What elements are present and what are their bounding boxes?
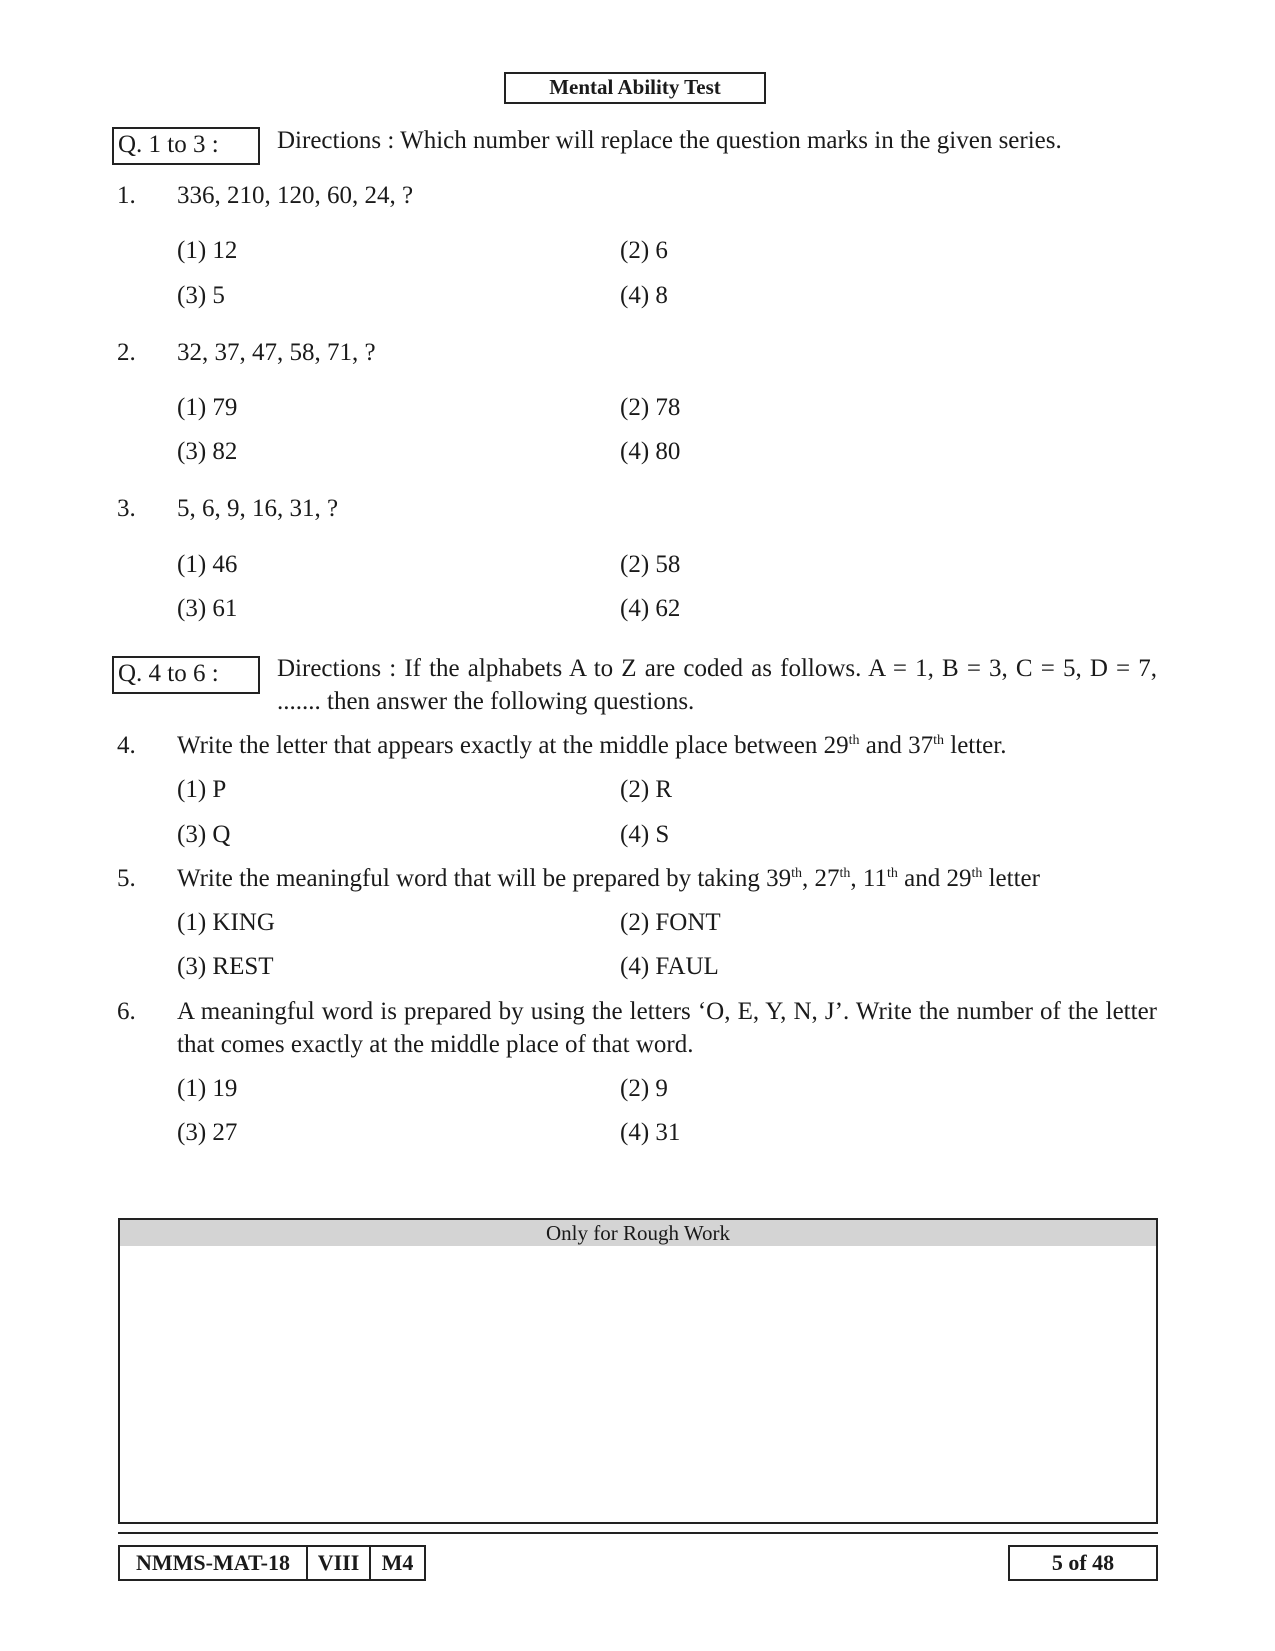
question-number: 5. (117, 865, 136, 892)
option: (4) 8 (620, 282, 668, 309)
question-number: 6. (117, 998, 136, 1025)
question-number: 3. (117, 495, 136, 522)
footer-paper-code: NMMS-MAT-18 (118, 1545, 308, 1581)
option: (3) Q (177, 821, 231, 848)
question-text-part: letter (982, 865, 1040, 892)
footer-page-number: 5 of 48 (1008, 1545, 1158, 1581)
option: (1) KING (177, 909, 275, 936)
option: (2) R (620, 776, 673, 803)
option: (2) FONT (620, 909, 721, 936)
option: (4) S (620, 821, 670, 848)
ordinal-suffix: th (839, 866, 851, 881)
question-text-part: , 11 (850, 865, 887, 892)
option: (4) 80 (620, 438, 681, 465)
option: (3) 82 (177, 438, 238, 465)
option: (1) P (177, 776, 227, 803)
ordinal-suffix: th (933, 733, 944, 748)
option: (1) 19 (177, 1075, 238, 1102)
question-text: A meaningful word is prepared by using the letters ‘O, E, Y, N, J’. Write the number of the letter that comes exactly at the middle place of that word. (177, 998, 1157, 1058)
rough-work-label: Only for Rough Work (120, 1220, 1156, 1246)
option: (2) 9 (620, 1075, 668, 1102)
footer-class: VIII (306, 1545, 371, 1581)
option: (2) 58 (620, 551, 681, 578)
question-text-part: letter. (944, 732, 1007, 759)
question-text-part: , 27 (801, 865, 840, 892)
question-number: 1. (117, 182, 136, 209)
option: (3) REST (177, 953, 274, 980)
question-text-part: and 29 (897, 865, 972, 892)
option: (2) 78 (620, 394, 681, 421)
section-directions-1: Directions : Which number will replace the question marks in the given series. (277, 127, 1062, 154)
question-text-part: Write the meaningful word that will be prepared by taking 39 (177, 865, 792, 892)
option: (3) 61 (177, 595, 238, 622)
question-number: 4. (117, 732, 136, 759)
ordinal-suffix: th (791, 866, 802, 881)
section-directions-2: Directions : If the alphabets A to Z are coded as follows. A = 1, B = 3, C = 5, D = 7, ....... then answer the following questions. (277, 655, 1157, 715)
ordinal-suffix: th (971, 866, 983, 881)
page-title: Mental Ability Test (504, 72, 766, 104)
option: (1) 79 (177, 394, 238, 421)
option: (2) 6 (620, 237, 668, 264)
question-text (177, 729, 1157, 762)
option: (4) 62 (620, 595, 681, 622)
section-range-1: Q. 1 to 3 : (112, 127, 260, 165)
option: (1) 46 (177, 551, 238, 578)
option: (4) 31 (620, 1119, 681, 1146)
question-text: 32, 37, 47, 58, 71, ? (177, 339, 376, 366)
footer-rule (118, 1532, 1158, 1534)
option: (3) 27 (177, 1119, 238, 1146)
question-text: 336, 210, 120, 60, 24, ? (177, 182, 414, 209)
rough-work-box (118, 1218, 1158, 1524)
question-text: 5, 6, 9, 16, 31, ? (177, 495, 339, 522)
footer-set: M4 (369, 1545, 426, 1581)
question-text (177, 862, 1157, 895)
ordinal-suffix: th (848, 733, 860, 748)
ordinal-suffix: th (886, 866, 898, 881)
question-text-part: and 37 (859, 732, 934, 759)
section-range-2: Q. 4 to 6 : (112, 656, 260, 694)
option: (3) 5 (177, 282, 225, 309)
option: (4) FAUL (620, 953, 719, 980)
option: (1) 12 (177, 237, 238, 264)
question-text-part: Write the letter that appears exactly at the middle place between 29 (177, 732, 849, 759)
question-number: 2. (117, 339, 136, 366)
